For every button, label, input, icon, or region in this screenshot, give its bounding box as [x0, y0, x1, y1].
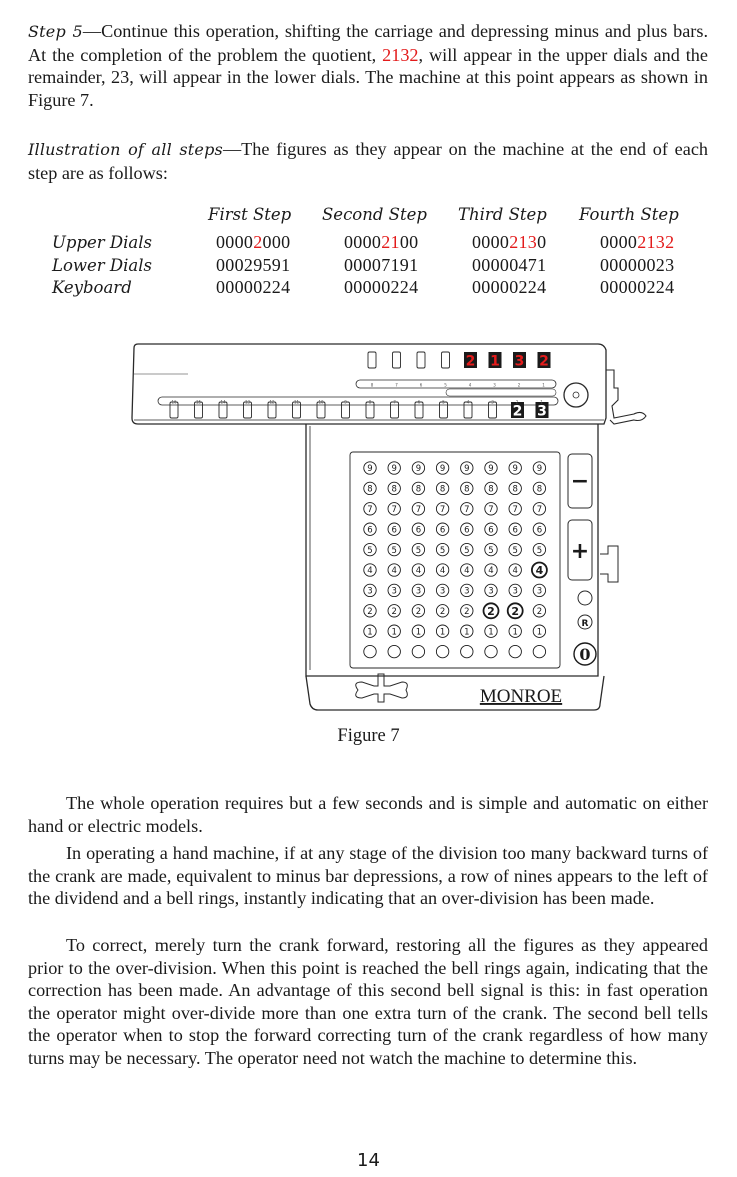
- cell-trailing-digits: 0: [537, 232, 547, 252]
- lower-scale-label: 14: [220, 399, 226, 405]
- keyboard-key[interactable]: [485, 523, 497, 535]
- key-label: 2: [487, 605, 495, 618]
- keyboard-key[interactable]: [533, 605, 545, 617]
- keyboard-key[interactable]: [412, 503, 424, 515]
- lower-dial-digit: 3: [537, 403, 547, 420]
- lower-scale-label: 5: [442, 399, 445, 405]
- key-label: 2: [391, 607, 397, 617]
- illustration-label: Illustration of all steps: [28, 140, 223, 159]
- keyboard-key[interactable]: [485, 462, 497, 474]
- key-label: 5: [536, 545, 543, 556]
- cell-digits: 00000224: [216, 277, 291, 297]
- key-label: 3: [415, 586, 422, 597]
- key-label: 5: [439, 545, 446, 556]
- keyboard-key[interactable]: [436, 543, 448, 555]
- keyboard-key[interactable]: [485, 625, 497, 637]
- keyboard-key[interactable]: [485, 645, 497, 657]
- keyboard-key[interactable]: [364, 503, 376, 515]
- key-label: 1: [439, 627, 446, 638]
- key-label: 2: [415, 607, 422, 617]
- key-label: 7: [464, 505, 470, 515]
- key-label: 3: [367, 586, 373, 597]
- cell-quotient-digits: 213: [509, 232, 538, 252]
- upper-scale-label: 2: [517, 382, 521, 388]
- key-label: 7: [391, 505, 397, 515]
- upper-scale-label: 3: [493, 382, 496, 388]
- keyboard-key[interactable]: [412, 605, 424, 617]
- table-cell: [472, 277, 546, 298]
- keyboard-key[interactable]: [364, 584, 376, 596]
- key-label: 5: [512, 545, 518, 556]
- key-label: 2: [367, 607, 373, 617]
- step5-text-b: , will appear in the upper dials and the remainder, 23, will appear in the lower dials. The machine at this point appears as shown in Figure 7.: [28, 44, 708, 110]
- lower-scale-label: 1: [540, 399, 543, 405]
- keyboard-key[interactable]: [461, 645, 473, 657]
- step5-text-a: —Continue this operation, shifting the carriage and depressing minus and plus bars. At the completion of the problem the quotient,: [28, 21, 708, 65]
- key-label: 2: [439, 607, 446, 617]
- upper-dial-window: [393, 352, 401, 368]
- keyboard-key[interactable]: [436, 645, 448, 657]
- keyboard-key[interactable]: [509, 645, 521, 657]
- lower-scale-label: 4: [466, 399, 470, 405]
- cell-digits: 00000471: [472, 255, 547, 275]
- keyboard-key[interactable]: [364, 523, 376, 535]
- keyboard-key[interactable]: [461, 523, 473, 535]
- key-label: 3: [536, 586, 543, 597]
- keyboard-key[interactable]: [485, 503, 497, 515]
- carriage-clear-knob: [564, 383, 588, 407]
- cell-digits: 0000: [344, 232, 382, 252]
- keyboard-key[interactable]: [364, 564, 376, 576]
- lower-scale-label: 3: [491, 399, 494, 405]
- crank-handle-icon: [606, 370, 646, 424]
- row-label: Upper Dials: [52, 233, 153, 252]
- keyboard-key[interactable]: [388, 503, 400, 515]
- key-label: 4: [367, 566, 373, 577]
- page-number: 14: [357, 1150, 380, 1171]
- key-label: 6: [439, 525, 446, 536]
- cell-digits: 00000224: [600, 277, 675, 297]
- key-label: 9: [415, 464, 422, 475]
- clear-key-label: 0: [579, 645, 591, 664]
- key-label: 5: [488, 545, 494, 556]
- keyboard-key[interactable]: [485, 564, 497, 576]
- key-label: 6: [464, 525, 470, 536]
- upper-dial-digit: 1: [490, 353, 500, 370]
- keyboard-key[interactable]: [388, 482, 400, 494]
- table-cell: [600, 277, 674, 298]
- keyboard-key[interactable]: [364, 482, 376, 494]
- key-label: 9: [391, 464, 397, 475]
- key-label: 3: [391, 586, 397, 597]
- table-cell: [472, 255, 546, 276]
- upper-dial-window: [442, 352, 450, 368]
- key-label: 7: [536, 505, 543, 515]
- step5-paragraph: [28, 20, 708, 111]
- brand-logo: MONROE: [479, 686, 563, 707]
- keyboard-key[interactable]: [461, 482, 473, 494]
- body-paragraph-1: The whole operation requires but a few seconds and is simple and automatic on either hand or electric models.: [28, 793, 708, 836]
- key-label: 7: [512, 505, 518, 515]
- repeat-key-label: R: [581, 619, 589, 629]
- key-label: 5: [391, 545, 397, 556]
- cell-digits: 00007191: [344, 255, 419, 275]
- keyboard-key[interactable]: [461, 543, 473, 555]
- keyboard-key[interactable]: [388, 543, 400, 555]
- key-label: 6: [415, 525, 422, 536]
- lower-scale-label: 11: [293, 399, 300, 405]
- key-label: 3: [439, 586, 446, 597]
- keyboard-key[interactable]: [533, 645, 545, 657]
- lower-scale-label: 13: [244, 399, 251, 405]
- keyboard-key[interactable]: [509, 503, 521, 515]
- key-label: 9: [512, 464, 518, 475]
- table-cell: [344, 277, 418, 298]
- key-label: 4: [512, 566, 518, 577]
- lower-scale-label: 2: [515, 399, 519, 405]
- key-label: 3: [488, 586, 494, 597]
- key-label: 1: [536, 627, 543, 638]
- table-cell: [216, 232, 290, 253]
- key-label: 5: [415, 545, 422, 556]
- monroe-calculator-illustration: [128, 340, 668, 720]
- keyboard-key[interactable]: [461, 503, 473, 515]
- keyboard-key[interactable]: [412, 462, 424, 474]
- lower-scale-label: 10: [318, 399, 324, 405]
- cell-digits: 00029591: [216, 255, 291, 275]
- keyboard-key[interactable]: [364, 462, 376, 474]
- key-label: 8: [512, 484, 518, 495]
- keyboard-key[interactable]: [364, 605, 376, 617]
- keyboard-key[interactable]: [485, 482, 497, 494]
- key-label: 9: [464, 464, 470, 475]
- keyboard-key[interactable]: [364, 625, 376, 637]
- key-label: 8: [415, 484, 422, 495]
- upper-dial-window: [417, 352, 425, 368]
- keyboard-key[interactable]: [436, 523, 448, 535]
- upper-scale-label: 7: [395, 382, 398, 388]
- cell-digits: 0000: [600, 232, 638, 252]
- lower-dial-digit: 2: [512, 403, 523, 420]
- key-label: 3: [464, 586, 470, 597]
- minus-label[interactable]: −: [570, 469, 590, 494]
- keyboard-key[interactable]: [509, 543, 521, 555]
- keyboard-key-depressed[interactable]: [508, 603, 523, 618]
- key-label: 8: [367, 484, 373, 495]
- upper-scale-rail: [356, 380, 556, 388]
- key-label: 4: [488, 566, 494, 577]
- keyboard-key[interactable]: [509, 625, 521, 637]
- keyboard-key[interactable]: [364, 645, 376, 657]
- key-label: 6: [391, 525, 397, 536]
- body-paragraph-3: To correct, merely turn the crank forward, restoring all the figures as they appeared prior to the over-division. When this point is reached the bell rings again, indicating that the correction has been made. An advantage of this second bell signal is this: in fast operation the operator might over-divide more than one extra turn of the crank. The second bell tells the operator when to stop the forward correcting turn of the crank regardless of how many turns may be necessary. The operator need not watch the machine to determine this.: [28, 935, 708, 1068]
- key-label: 2: [511, 605, 520, 618]
- key-label: 8: [391, 484, 397, 495]
- key-label: 9: [367, 464, 373, 475]
- keyboard-key[interactable]: [533, 462, 545, 474]
- key-label: 4: [464, 566, 470, 577]
- table-cell: [344, 232, 418, 253]
- key-label: 7: [488, 505, 494, 515]
- table-cell: [216, 277, 290, 298]
- key-label: 8: [439, 484, 446, 495]
- column-header: Second Step: [322, 205, 427, 224]
- keyboard-key[interactable]: [436, 584, 448, 596]
- figure-caption: Figure 7: [337, 726, 400, 746]
- illustration-paragraph: [28, 138, 708, 184]
- lower-scale-label: 12: [269, 399, 275, 405]
- key-label: 4: [439, 566, 446, 577]
- keyboard-key[interactable]: [388, 564, 400, 576]
- lower-scale-rail: [158, 397, 558, 405]
- key-label: 1: [464, 627, 470, 638]
- cell-quotient-digits: 2132: [637, 232, 675, 252]
- upper-dial-digit: 3: [514, 353, 525, 370]
- upper-scale-label: 8: [370, 382, 374, 388]
- base-crank-icon: [356, 674, 408, 702]
- plus-label[interactable]: +: [570, 539, 590, 564]
- key-label: 9: [439, 464, 446, 475]
- lower-scale-label: 15: [195, 399, 202, 405]
- keyboard-key[interactable]: [509, 523, 521, 535]
- keyboard-key[interactable]: [485, 584, 497, 596]
- column-header: Fourth Step: [579, 205, 679, 224]
- table-cell: [344, 255, 418, 276]
- key-label: 2: [464, 607, 470, 617]
- step5-quotient: 2132: [382, 44, 419, 65]
- row-label: Lower Dials: [52, 256, 152, 275]
- key-label: 6: [512, 525, 518, 536]
- keyboard-key[interactable]: [412, 645, 424, 657]
- cell-digits: 00000023: [600, 255, 675, 275]
- key-label: 5: [367, 545, 373, 556]
- table-cell: [600, 255, 674, 276]
- keyboard-key[interactable]: [412, 584, 424, 596]
- upper-scale-label: 6: [419, 382, 423, 388]
- key-label: 2: [536, 607, 543, 617]
- table-cell: [600, 232, 674, 253]
- illustration-text: —The figures as they appear on the machine at the end of each step are as follows:: [28, 139, 708, 183]
- upper-dial-digit: 2: [539, 353, 549, 370]
- table-cell: [472, 232, 546, 253]
- keyboard-key[interactable]: [412, 543, 424, 555]
- key-label: 9: [536, 464, 543, 475]
- keyboard-key[interactable]: [509, 584, 521, 596]
- key-label: 6: [536, 525, 543, 536]
- keyboard-key[interactable]: [461, 605, 473, 617]
- key-label: 4: [535, 564, 544, 578]
- cell-quotient-digits: 21: [381, 232, 400, 252]
- keyboard-key[interactable]: [533, 503, 545, 515]
- key-label: 1: [512, 627, 518, 638]
- lower-scale-label: 16: [171, 399, 177, 405]
- keyboard-key[interactable]: [509, 462, 521, 474]
- key-label: 8: [488, 484, 494, 495]
- key-label: 9: [488, 464, 494, 475]
- keyboard-key-depressed[interactable]: [532, 563, 547, 578]
- keyboard-key[interactable]: [436, 625, 448, 637]
- upper-dial-window: [368, 352, 376, 368]
- keyboard-key[interactable]: [533, 584, 545, 596]
- keyboard-key[interactable]: [388, 645, 400, 657]
- key-label: 1: [367, 627, 373, 638]
- column-header: Third Step: [458, 205, 547, 224]
- keyboard-key[interactable]: [509, 482, 521, 494]
- keyboard-key[interactable]: [412, 482, 424, 494]
- upper-scale-label: 1: [542, 382, 545, 388]
- keyboard-key[interactable]: [388, 462, 400, 474]
- lower-scale-label: 9: [344, 399, 347, 405]
- keyboard-key[interactable]: [436, 482, 448, 494]
- keyboard-key[interactable]: [364, 543, 376, 555]
- column-header: First Step: [208, 205, 292, 224]
- row-label: Keyboard: [52, 278, 132, 297]
- keyboard-key[interactable]: [485, 543, 497, 555]
- cell-digits: 0000: [216, 232, 254, 252]
- cell-digits: 00000224: [344, 277, 419, 297]
- key-label: 3: [512, 586, 518, 597]
- key-label: 7: [367, 505, 373, 515]
- upper-dial-digit: 2: [465, 353, 476, 370]
- carriage-body: [132, 344, 606, 424]
- upper-scale-label: 4: [468, 382, 472, 388]
- keyboard-key[interactable]: [461, 584, 473, 596]
- upper-scale-label: 5: [444, 382, 447, 388]
- keyboard-key[interactable]: [388, 584, 400, 596]
- keyboard-key[interactable]: [412, 523, 424, 535]
- keyboard-key[interactable]: [533, 482, 545, 494]
- keyboard-key[interactable]: [436, 564, 448, 576]
- keyboard-key[interactable]: [412, 564, 424, 576]
- lower-scale-label: 7: [393, 399, 396, 405]
- keyboard-panel: [350, 452, 560, 668]
- keyboard-key[interactable]: [436, 605, 448, 617]
- cell-quotient-digits: 2: [253, 232, 263, 252]
- keyboard-key[interactable]: [388, 605, 400, 617]
- lower-scale-label: 6: [417, 399, 421, 405]
- key-label: 7: [439, 505, 446, 515]
- keyboard-key[interactable]: [509, 564, 521, 576]
- key-label: 6: [367, 525, 373, 536]
- table-cell: [216, 255, 290, 276]
- keyboard-key[interactable]: [436, 462, 448, 474]
- key-label: 1: [488, 627, 494, 638]
- key-label: 5: [464, 545, 470, 556]
- key-label: 1: [391, 627, 397, 638]
- keyboard-key[interactable]: [533, 523, 545, 535]
- keyboard-key[interactable]: [533, 543, 545, 555]
- cell-digits: 00000224: [472, 277, 547, 297]
- side-knob-icon: [600, 546, 618, 582]
- key-label: 6: [488, 525, 494, 536]
- keyboard-key-depressed[interactable]: [484, 603, 499, 618]
- keyboard-key[interactable]: [388, 523, 400, 535]
- keyboard-key[interactable]: [461, 462, 473, 474]
- keyboard-key[interactable]: [436, 503, 448, 515]
- keyboard-key[interactable]: [412, 625, 424, 637]
- key-label: 4: [415, 566, 422, 577]
- key-label: 4: [391, 566, 397, 577]
- body-paragraph-2: In operating a hand machine, if at any stage of the division too many backward turns of the crank are made, equivalent to minus bar depressions, a row of nines appears to the left of the dividend and a bell rings, instantly indicating that an over-division has been made.: [28, 843, 708, 909]
- key-label: 1: [415, 627, 422, 638]
- repeat-blank-key: [578, 591, 592, 605]
- keyboard-key[interactable]: [388, 625, 400, 637]
- key-label: 7: [415, 505, 422, 515]
- step5-label: Step 5: [28, 22, 83, 41]
- lower-scale-label: 8: [368, 399, 372, 405]
- key-label: 8: [464, 484, 470, 495]
- cell-trailing-digits: 000: [262, 232, 291, 252]
- key-label: 8: [536, 484, 543, 495]
- keyboard-key[interactable]: [461, 564, 473, 576]
- cell-trailing-digits: 00: [399, 232, 419, 252]
- cell-digits: 0000: [472, 232, 510, 252]
- keyboard-key[interactable]: [461, 625, 473, 637]
- keyboard-key[interactable]: [533, 625, 545, 637]
